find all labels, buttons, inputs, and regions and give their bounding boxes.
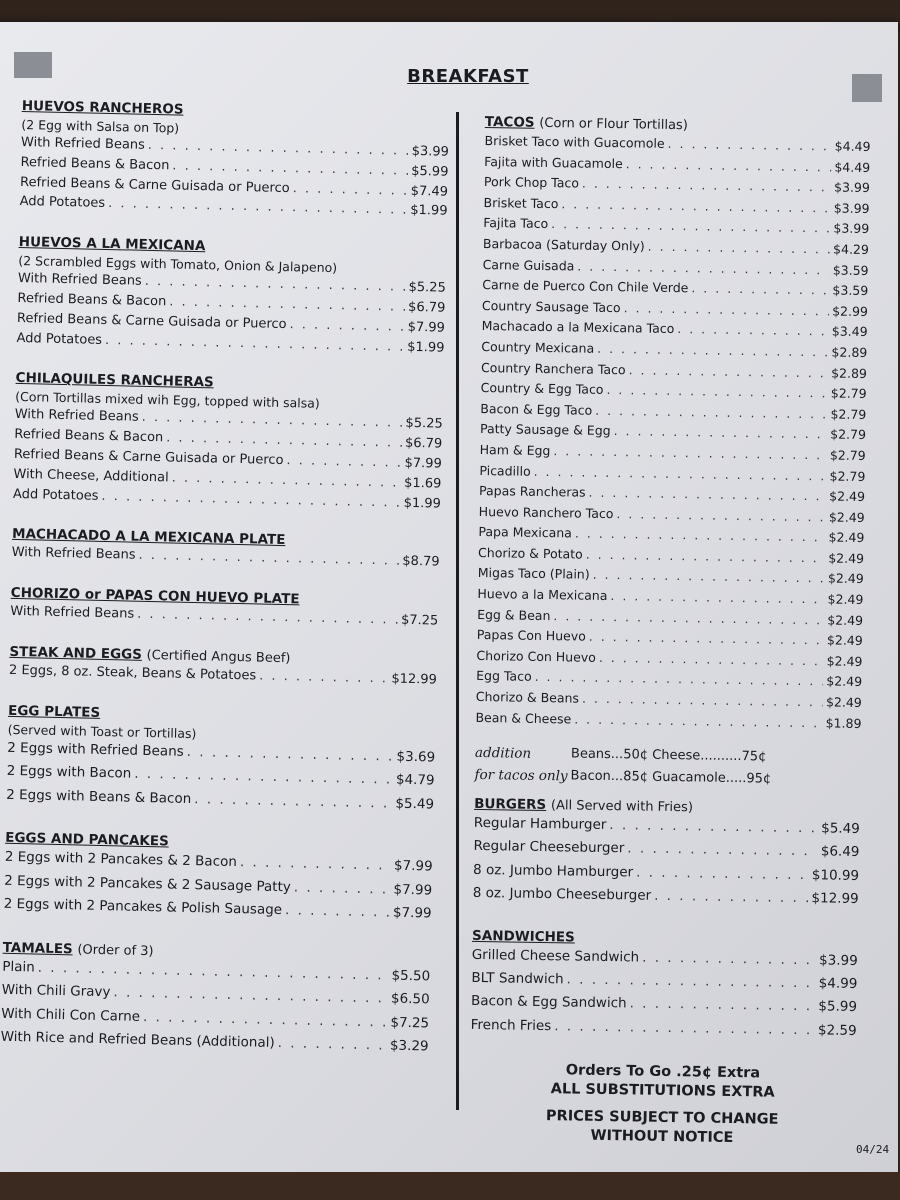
section-heading-text: BURGERS	[474, 796, 547, 814]
item-price: $12.99	[391, 671, 438, 688]
item-name: With Chili Con Carne	[1, 1005, 141, 1025]
dot-leader	[142, 410, 403, 431]
item-name: With Refried Beans	[11, 545, 136, 564]
dot-leader	[145, 274, 406, 295]
item-price: $3.99	[833, 220, 870, 237]
section-heading-note: (Corn or Flour Tortillas)	[539, 115, 688, 134]
item-price: $7.99	[393, 881, 433, 899]
item-name: Huevo Ranchero Taco	[478, 503, 614, 521]
item-price: $7.99	[404, 455, 442, 472]
dot-leader	[554, 1018, 815, 1038]
item-name: With Refried Beans	[20, 134, 146, 153]
item-price: $1.99	[410, 203, 448, 220]
dot-leader	[648, 239, 831, 257]
item-price: $1.89	[825, 715, 862, 731]
dot-leader	[629, 362, 829, 380]
section-heading-text: MACHACADO A LA MEXICANA PLATE	[11, 526, 286, 549]
item-name: Egg Taco	[476, 668, 532, 685]
item-price: $3.99	[833, 200, 870, 216]
menu-footer	[469, 1060, 856, 1150]
dot-leader	[691, 280, 829, 297]
item-price: $5.50	[391, 967, 431, 985]
dot-leader	[259, 668, 389, 686]
section-egg-plates	[6, 703, 436, 820]
item-price: $2.49	[827, 612, 864, 628]
item-name: Huevo a la Mexicana	[477, 586, 608, 604]
item-price: $5.25	[405, 416, 443, 433]
item-price: $2.79	[830, 406, 867, 422]
item-name: Regular Hamburger	[473, 815, 607, 834]
dot-leader	[551, 216, 830, 235]
item-name: Country Ranchera Taco	[480, 359, 626, 377]
item-price: $3.99	[833, 179, 871, 196]
section-machacado-plate	[11, 526, 440, 574]
item-name: 2 Eggs with Refried Beans	[7, 739, 184, 760]
item-price: $3.59	[832, 282, 869, 299]
item-name: Carne de Puerco Con Chile Verde	[482, 277, 689, 296]
item-price: $2.89	[831, 365, 868, 381]
left-column	[0, 98, 450, 1082]
dot-leader	[624, 300, 830, 318]
section-heading-note: (Order of 3)	[77, 942, 154, 959]
dot-leader	[574, 711, 823, 730]
section-chilaquiles-rancheras	[13, 370, 444, 516]
item-price: $12.99	[811, 890, 859, 907]
item-name: Country Mexicana	[481, 338, 595, 356]
footer-line: WITHOUT NOTICE	[590, 1127, 734, 1146]
menu-item	[473, 885, 859, 914]
dot-leader	[293, 181, 408, 199]
dot-leader	[566, 972, 815, 992]
item-price: $2.49	[828, 529, 865, 546]
item-name: Add Potatoes	[12, 486, 99, 504]
section-heading-note: (All Served with Fries)	[550, 798, 694, 816]
item-name: Papas Rancheras	[478, 483, 586, 500]
addition-prices: Beans...50¢ Cheese..........75¢	[570, 746, 767, 765]
dot-leader	[642, 950, 816, 969]
item-name: Regular Cheeseburger	[473, 838, 625, 857]
dot-leader	[616, 506, 826, 524]
section-note: (2 Egg with Salsa on Top)	[21, 116, 180, 136]
item-name: With Refried Beans	[14, 407, 139, 426]
section-heading-text: SANDWICHES	[471, 927, 575, 946]
dot-leader	[636, 864, 809, 883]
item-price: $5.49	[395, 795, 435, 813]
item-price: $3.99	[411, 143, 450, 160]
item-price: $6.79	[407, 299, 446, 316]
item-name: Bacon & Egg Sandwich	[470, 993, 627, 1012]
item-price: $7.99	[393, 857, 433, 875]
item-name: Brisket Taco with Guacomole	[484, 132, 665, 151]
item-price: $8.79	[402, 554, 440, 570]
dot-leader	[553, 443, 827, 462]
item-name: Refried Beans & Bacon	[14, 427, 164, 446]
item-name: Bean & Cheese	[475, 709, 572, 727]
section-huevos-rancheros	[19, 98, 450, 224]
table-background-bottom	[0, 1172, 900, 1200]
dot-leader	[289, 317, 404, 335]
dot-leader	[285, 902, 390, 920]
item-name: 2 Eggs with 2 Pancakes & Polish Sausage	[3, 896, 283, 919]
item-price: $7.25	[390, 1014, 430, 1032]
item-name: With Cheese, Additional	[13, 466, 169, 486]
item-price: $2.49	[826, 653, 863, 669]
dot-leader	[294, 879, 391, 897]
section-note: (Served with Toast or Tortillas)	[7, 721, 197, 741]
item-name: Fajita Taco	[483, 215, 549, 232]
section-heading-text: EGGS AND PANCAKES	[5, 830, 169, 850]
item-name: With Refried Beans	[10, 604, 135, 622]
dot-leader	[535, 669, 824, 689]
item-name: Refried Beans & Carne Guisada or Puerco	[19, 174, 290, 196]
right-column	[469, 114, 871, 1150]
item-name: Refried Beans & Bacon	[20, 154, 170, 174]
dot-leader	[614, 423, 828, 441]
dot-leader	[606, 382, 828, 400]
dot-leader	[597, 341, 829, 360]
item-name: Refried Beans & Carne Guisada or Puerco	[13, 446, 284, 468]
item-name: French Fries	[470, 1016, 552, 1034]
dot-leader	[589, 629, 824, 648]
item-name: 2 Eggs with Bacon	[6, 763, 132, 782]
item-name: Machacado a la Mexicana Taco	[481, 318, 675, 337]
item-price: $5.99	[411, 163, 449, 180]
item-price: $2.49	[829, 488, 866, 505]
item-name: Bacon & Egg Taco	[480, 400, 593, 418]
dot-leader	[553, 608, 824, 627]
dot-leader	[138, 548, 399, 569]
item-price: $2.49	[828, 509, 865, 525]
item-price: $2.79	[829, 467, 866, 484]
item-price: $4.99	[818, 975, 858, 993]
section-tacos	[475, 114, 871, 736]
item-price: $2.49	[825, 694, 862, 711]
menu-item	[470, 1016, 856, 1045]
item-price: $4.49	[834, 159, 871, 175]
section-heading	[474, 796, 860, 818]
section-tamales	[0, 940, 430, 1063]
dot-leader	[240, 854, 391, 873]
addition-prices: Bacon...85¢ Guacamole.....95¢	[570, 768, 772, 787]
dot-leader	[627, 841, 818, 860]
menu-title: BREAKFAST	[407, 66, 529, 87]
item-name: Country Sausage Taco	[481, 297, 621, 315]
item-name: Chorizo Con Huevo	[476, 647, 597, 665]
item-price: $1.69	[403, 475, 442, 492]
section-note: (Corn Tortillas mixed wih Egg, topped with salsa)	[15, 389, 320, 412]
item-price: $3.69	[396, 748, 436, 766]
item-price: $3.99	[818, 952, 858, 969]
dot-leader	[668, 136, 832, 154]
item-price: $2.79	[830, 385, 867, 402]
item-price: $4.49	[834, 138, 871, 155]
item-name: Add Potatoes	[19, 194, 106, 212]
item-price: $3.49	[831, 323, 868, 340]
section-heading-text: STEAK AND EGGS	[9, 643, 143, 663]
item-name: With Chili Gravy	[1, 982, 111, 1001]
item-name: Migas Taco (Plain)	[477, 565, 590, 583]
item-price: $4.29	[833, 241, 870, 258]
addition-label: for tacos only	[474, 767, 568, 785]
item-name: Barbacoa (Saturday Only)	[482, 235, 645, 254]
item-name: Carne Guisada	[482, 256, 575, 273]
item-price: $10.99	[811, 866, 860, 884]
dot-leader	[582, 691, 823, 710]
item-price: $1.99	[407, 339, 445, 356]
item-name: 2 Eggs with 2 Pancakes & 2 Bacon	[4, 849, 238, 871]
footer-line: ALL SUBSTITUTIONS EXTRA	[550, 1080, 775, 1101]
item-name: 2 Eggs, 8 oz. Steak, Beans & Potatoes	[8, 662, 257, 684]
dot-leader	[599, 650, 824, 669]
item-name: Picadillo	[479, 462, 531, 479]
item-name: Refried Beans & Bacon	[17, 290, 167, 310]
section-steak-and-eggs	[9, 644, 438, 692]
item-name: BLT Sandwich	[471, 970, 564, 988]
item-name: Papas Con Huevo	[476, 627, 586, 644]
item-name: Papa Mexicana	[478, 524, 572, 541]
item-price: $2.79	[830, 426, 867, 443]
dot-leader	[595, 402, 828, 421]
section-heading-text: HUEVOS A LA MEXICANA	[18, 234, 206, 255]
item-name: With Refried Beans	[17, 271, 142, 289]
dot-leader	[278, 1035, 388, 1053]
section-heading-note: (Certified Angus Beef)	[146, 647, 291, 667]
item-price: $7.99	[392, 904, 432, 922]
item-name: Country & Egg Taco	[480, 380, 604, 398]
item-name: Refried Beans & Carne Guisada or Puerco	[16, 310, 287, 332]
dot-leader	[575, 526, 826, 545]
dot-leader	[148, 138, 409, 159]
item-name: Plain	[2, 958, 35, 976]
item-name: Patty Sausage & Egg	[479, 421, 611, 439]
item-name: Chorizo & Beans	[475, 688, 580, 706]
item-name: 2 Eggs with Beans & Bacon	[6, 786, 192, 807]
item-name: Grilled Cheese Sandwich	[471, 946, 640, 966]
dot-leader	[586, 547, 826, 566]
item-price: $5.49	[821, 820, 860, 838]
item-price: $4.79	[395, 771, 435, 789]
footer-line: PRICES SUBJECT TO CHANGE	[545, 1107, 779, 1128]
item-name: Egg & Bean	[477, 606, 551, 623]
dot-leader	[626, 156, 832, 174]
addition-label: addition	[474, 745, 532, 763]
item-price: $2.49	[828, 550, 865, 566]
dot-leader	[137, 607, 398, 628]
item-name: Ham & Egg	[479, 441, 551, 458]
item-price: $7.25	[400, 612, 439, 629]
section-heading-text: TAMALES	[2, 939, 73, 958]
column-divider	[456, 112, 459, 1110]
item-name: 8 oz. Jumbo Cheeseburger	[472, 884, 652, 904]
item-price: $2.49	[827, 591, 864, 608]
section-burgers	[473, 796, 861, 914]
dot-leader	[194, 791, 393, 811]
item-price: $2.49	[827, 570, 864, 587]
section-heading-text: CHORIZO or PAPAS CON HUEVO PLATE	[10, 585, 300, 608]
dot-leader	[654, 888, 809, 906]
dot-leader	[286, 453, 401, 471]
item-price: $1.99	[403, 495, 442, 512]
item-name: 2 Eggs with 2 Pancakes & 2 Sausage Patty	[4, 872, 292, 896]
item-price: $2.89	[831, 344, 868, 360]
dot-leader	[187, 744, 394, 765]
section-heading	[472, 928, 858, 950]
dot-leader	[677, 321, 829, 338]
item-price: $6.50	[390, 990, 430, 1008]
taco-additions	[474, 742, 861, 792]
dot-leader	[609, 817, 818, 836]
dot-leader	[577, 258, 830, 277]
item-price: $3.29	[389, 1037, 429, 1055]
dot-leader	[610, 588, 824, 606]
item-name: Pork Chop Taco	[483, 174, 580, 191]
item-price: $2.49	[826, 673, 863, 690]
item-name: Add Potatoes	[16, 330, 103, 348]
section-heading-text: TACOS	[484, 114, 535, 131]
item-price: $5.25	[408, 280, 446, 296]
item-price: $7.49	[410, 183, 449, 200]
section-sandwiches	[470, 928, 858, 1046]
section-heading-text: HUEVOS RANCHEROS	[21, 98, 184, 118]
item-price: $2.59	[817, 1021, 857, 1039]
item-price: $6.79	[404, 435, 443, 452]
section-eggs-and-pancakes	[3, 830, 433, 929]
footer-line: Orders To Go .25¢ Extra	[565, 1062, 761, 1082]
item-price: $2.49	[826, 632, 863, 649]
item-name: Brisket Taco	[483, 194, 559, 211]
item-price: $6.49	[820, 843, 860, 861]
item-name: Chorizo & Potato	[477, 544, 583, 562]
dot-leader	[593, 567, 826, 586]
section-note: (2 Scrambled Eggs with Tomato, Onion & Jalapeno)	[18, 253, 338, 276]
item-name: Fajita with Guacamole	[484, 153, 623, 171]
dot-leader	[561, 196, 831, 215]
item-price: $7.99	[407, 319, 446, 336]
item-price: $2.79	[829, 447, 866, 463]
dot-leader	[630, 996, 816, 1015]
version-code: 04/24	[856, 1143, 890, 1156]
item-price: $5.99	[818, 998, 858, 1016]
item-price: $3.59	[832, 262, 869, 278]
section-heading-text: CHILAQUILES RANCHERAS	[15, 370, 214, 391]
item-name: 8 oz. Jumbo Hamburger	[473, 861, 634, 881]
item-name: With Rice and Refried Beans (Additional)	[0, 1029, 275, 1052]
section-heading-text: EGG PLATES	[7, 702, 101, 721]
dot-leader	[534, 463, 827, 483]
dot-leader	[588, 485, 826, 504]
section-huevos-a-la-mexicana	[16, 234, 447, 360]
dot-leader	[582, 176, 831, 195]
section-chorizo-plate	[10, 585, 439, 633]
item-price: $2.99	[832, 303, 869, 319]
